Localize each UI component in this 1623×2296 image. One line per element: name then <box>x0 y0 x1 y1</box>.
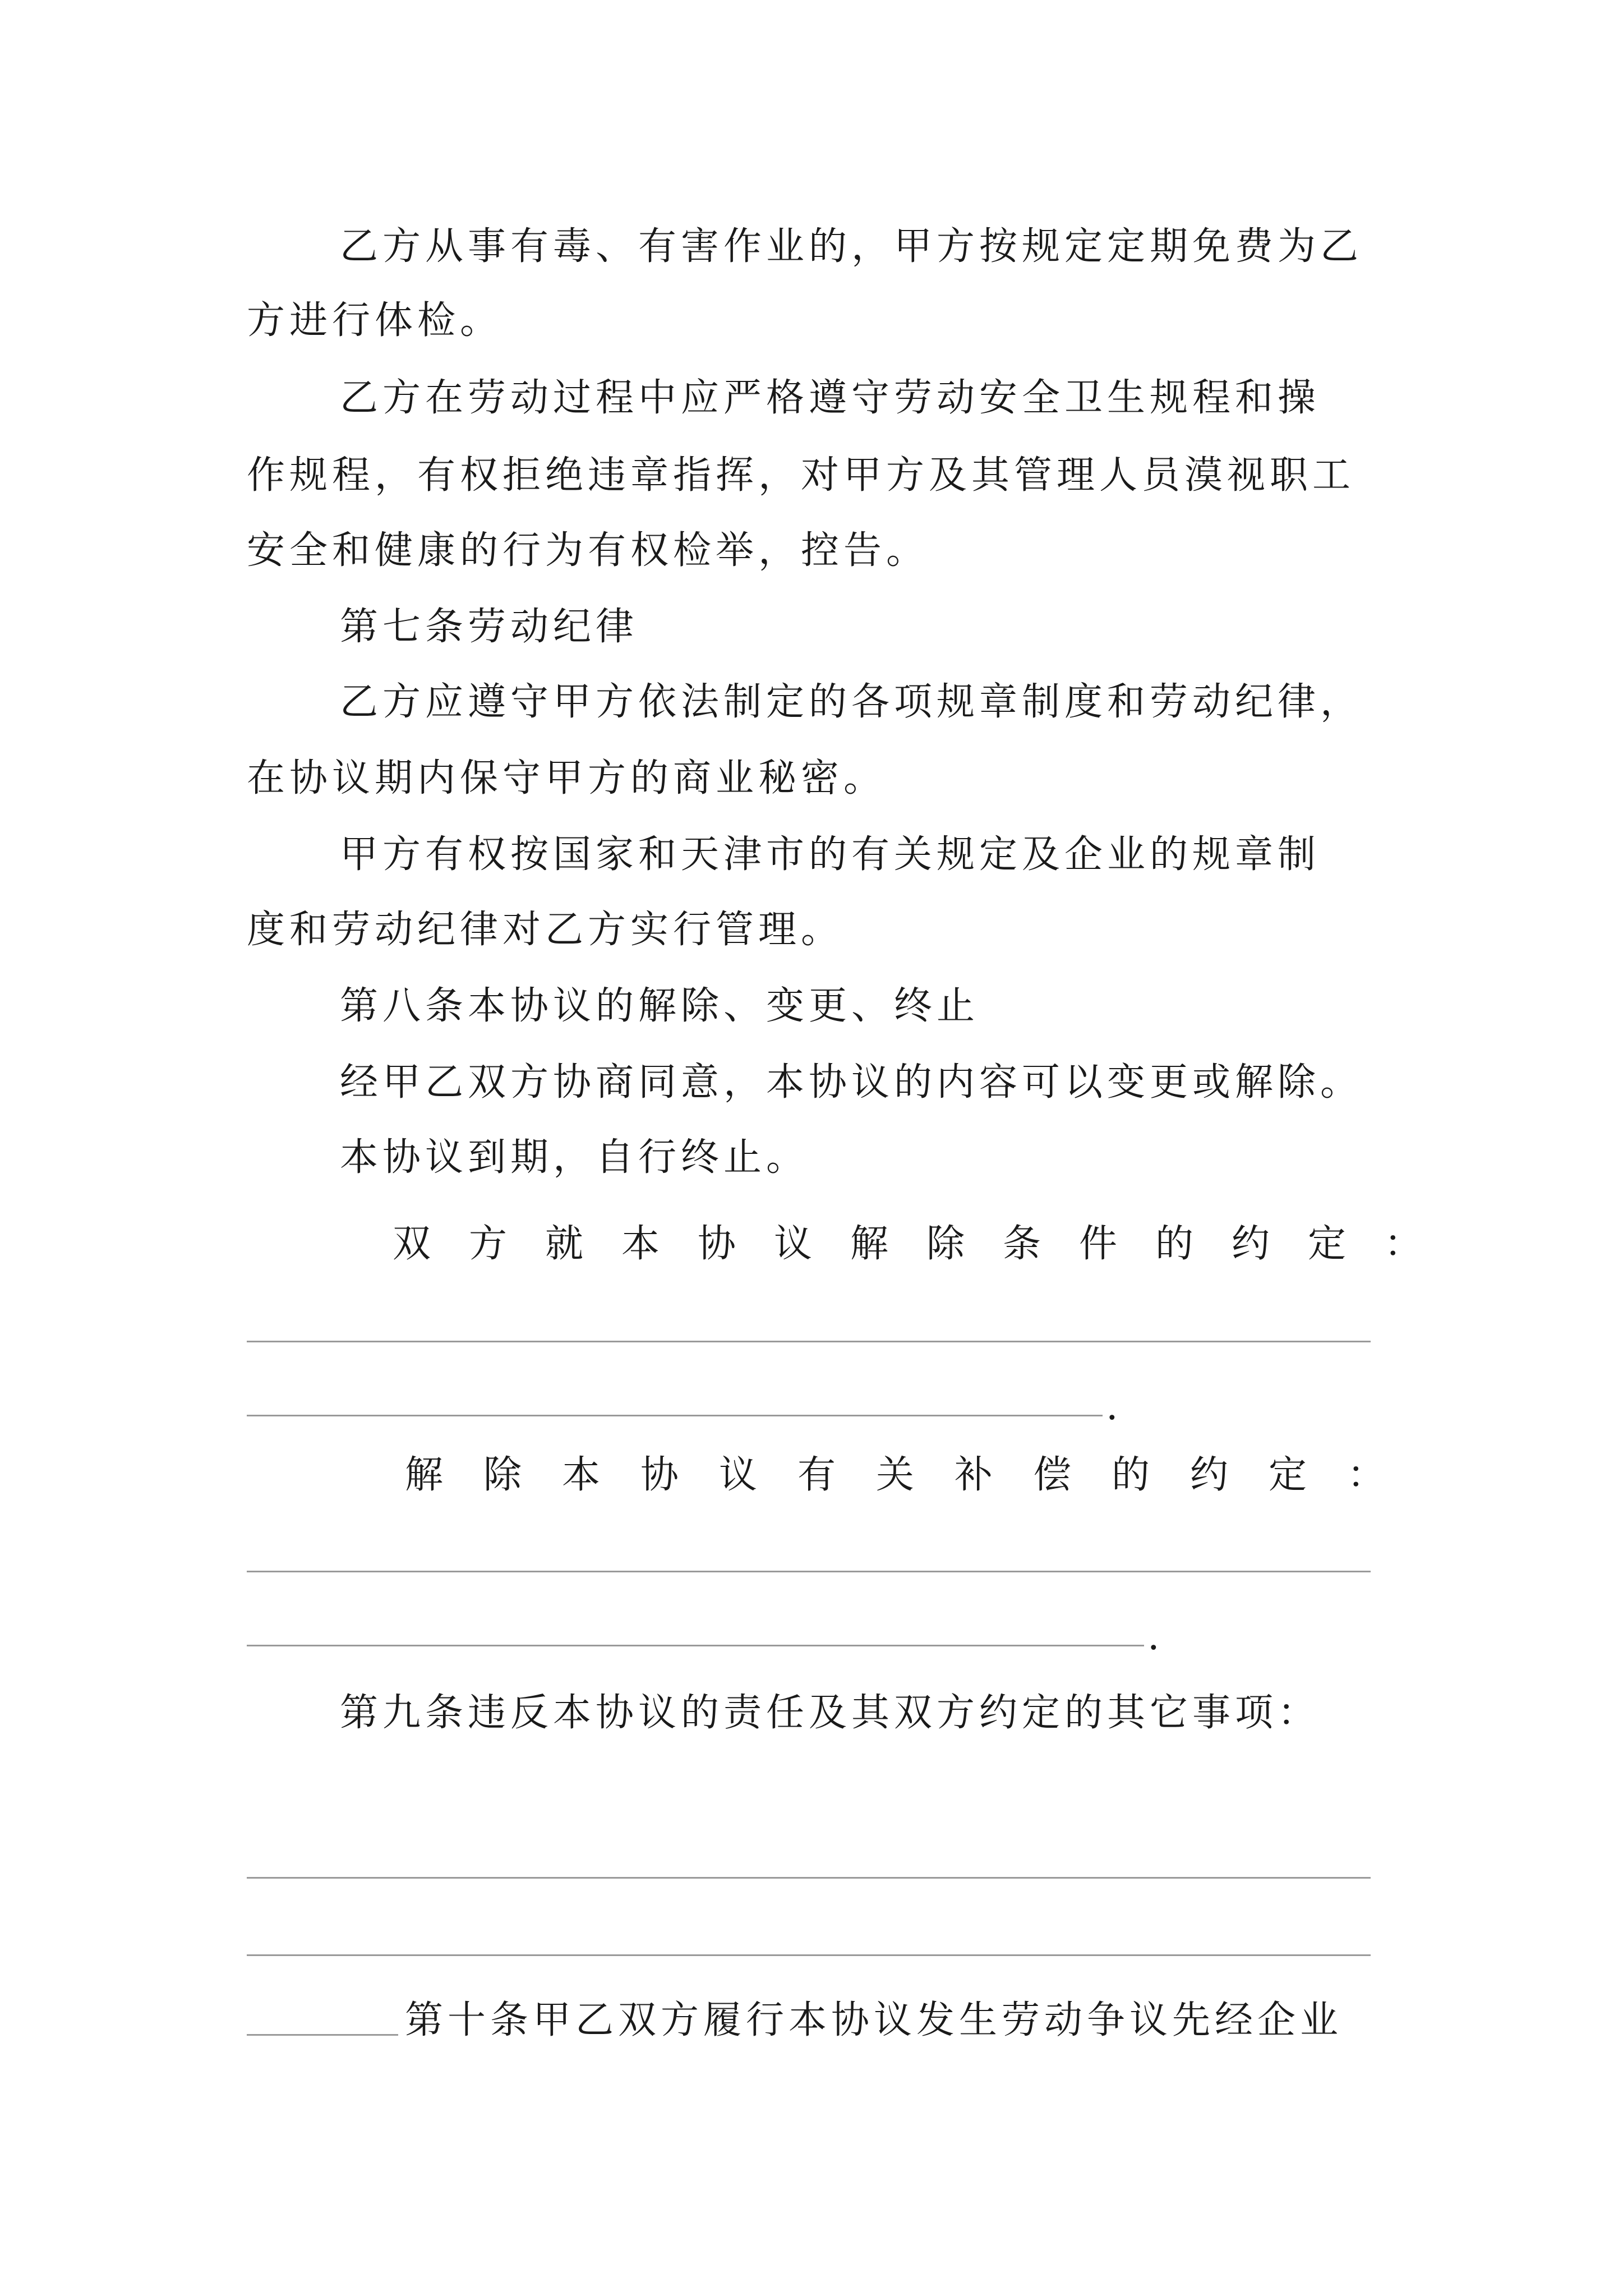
termination-conditions-label: 双方就本协议解除条件的约定： <box>393 1222 1461 1266</box>
paragraph-line: 乙方在劳动过程中应严格遵守劳动安全卫生规程和操 <box>340 376 1321 420</box>
paragraph-line: 经甲乙双方协商同意，本协议的内容可以变更或解除。 <box>340 1060 1363 1105</box>
paragraph-line: 在协议期内保守甲方的商业秘密。 <box>247 756 887 800</box>
article-7-title: 第七条劳动纪律 <box>340 605 639 649</box>
blank-line <box>247 1415 1103 1416</box>
paragraph-line: 乙方应遵守甲方依法制定的各项规章制度和劳动纪律， <box>340 680 1363 724</box>
line-end-period: . <box>1147 1614 1160 1659</box>
article-8-title: 第八条本协议的解除、变更、终止 <box>340 984 980 1028</box>
paragraph-line: 甲方有权按国家和天津市的有关规定及企业的规章制 <box>340 832 1321 877</box>
paragraph-line: 本协议到期，自行终止。 <box>340 1135 809 1180</box>
compensation-label: 解除本协议有关补偿的约定： <box>405 1453 1426 1497</box>
blank-line <box>247 1341 1371 1342</box>
blank-line <box>247 1954 1371 1956</box>
paragraph-line: 度和劳动纪律对乙方实行管理。 <box>247 908 844 952</box>
article-10-line: 第十条甲乙双方履行本协议发生劳动争议先经企业 <box>405 1998 1343 2042</box>
blank-line <box>247 1645 1144 1646</box>
paragraph-line: 方进行体检。 <box>247 298 503 343</box>
blank-line <box>247 2034 398 2036</box>
line-end-period: . <box>1106 1384 1118 1429</box>
blank-line <box>247 1571 1371 1572</box>
paragraph-line: 作规程，有权拒绝违章指挥，对甲方及其管理人员漠视职工 <box>247 453 1355 498</box>
paragraph-line: 安全和健康的行为有权检举，控告。 <box>247 528 929 573</box>
article-9-title: 第九条违反本协议的责任及其双方约定的其它事项： <box>340 1691 1321 1735</box>
blank-line <box>247 1877 1371 1879</box>
paragraph-line: 乙方从事有毒、有害作业的，甲方按规定定期免费为乙 <box>340 224 1363 269</box>
